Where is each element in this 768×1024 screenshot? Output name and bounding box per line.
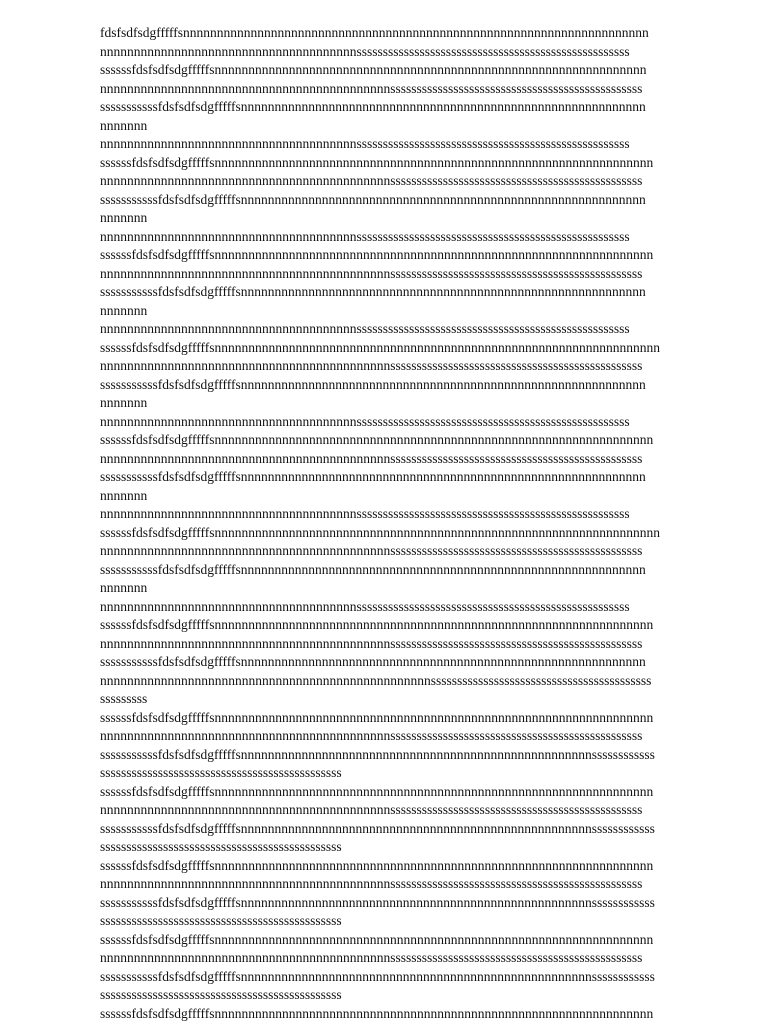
text-line: nnnnnnnnnnnnnnnnnnnnnnnnnnnnnnnnnnnnnnssssssssssssssssssssssssssssssssssssssssssssssssssss — [100, 598, 630, 614]
text-line: ssssssssssssssssssssssssssssssssssssssssssssss — [100, 765, 342, 780]
text-line: nnnnnnnnnnnnnnnnnnnnnnnnnnnnnnnnnnnnnnnnnnnssssssssssssssssssssssssssssssssssssssssssssssss — [100, 173, 643, 188]
text-line: nnnnnnn — [100, 117, 148, 133]
text-line: sssssssssssfdsfsdfsdgfffffsnnnnnnnnnnnnnnnnnnnnnnnnnnnnnnnnnnnnnnnnnnnnnnnnnnnnssssssssssss — [100, 894, 655, 910]
text-line: nnnnnnnnnnnnnnnnnnnnnnnnnnnnnnnnnnnnnnssssssssssssssssssssssssssssssssssssssssssssssssssss — [100, 43, 630, 59]
text-line: nnnnnnn — [100, 580, 148, 595]
text-line: sssssssssssfdsfsdfsdgfffffsnnnnnnnnnnnnnnnnnnnnnnnnnnnnnnnnnnnnnnnnnnnnnnnnnnnnnnnnnnnn — [100, 469, 646, 484]
text-line: nnnnnnnnnnnnnnnnnnnnnnnnnnnnnnnnnnnnnnnnnnnssssssssssssssssssssssssssssssssssssssssssssssss — [100, 265, 643, 281]
text-line: ssssssssssssssssssssssssssssssssssssssssssssss — [100, 839, 342, 854]
text-line: sssssssssssfdsfsdfsdgfffffsnnnnnnnnnnnnnnnnnnnnnnnnnnnnnnnnnnnnnnnnnnnnnnnnnnnnnnnnnnnn — [100, 284, 646, 299]
text-line: sssssssssssfdsfsdfsdgfffffsnnnnnnnnnnnnnnnnnnnnnnnnnnnnnnnnnnnnnnnnnnnnnnnnnnnnnnnnnnnn — [100, 99, 646, 114]
text-line: sssssssssssfdsfsdfsdgfffffsnnnnnnnnnnnnnnnnnnnnnnnnnnnnnnnnnnnnnnnnnnnnnnnnnnnnssssssssssss — [100, 746, 655, 762]
text-line: ssssssfdsfsdfsdgfffffsnnnnnnnnnnnnnnnnnnnnnnnnnnnnnnnnnnnnnnnnnnnnnnnnnnnnnnnnnnnnnnnnn — [100, 432, 654, 447]
text-line: nnnnnnn — [100, 210, 148, 225]
text-line: sssssssssssfdsfsdfsdgfffffsnnnnnnnnnnnnnnnnnnnnnnnnnnnnnnnnnnnnnnnnnnnnnnnnnnnnnnnnnnnn — [100, 561, 646, 577]
text-line: ssssssfdsfsdfsdgfffffsnnnnnnnnnnnnnnnnnnnnnnnnnnnnnnnnnnnnnnnnnnnnnnnnnnnnnnnnnnnnnnnnn — [100, 1005, 654, 1021]
text-line: sssssssssssfdsfsdfsdgfffffsnnnnnnnnnnnnnnnnnnnnnnnnnnnnnnnnnnnnnnnnnnnnnnnnnnnnssssssssssss — [100, 968, 655, 984]
text-line: ssssssssssssssssssssssssssssssssssssssssssssss — [100, 913, 342, 928]
text-line: nnnnnnnnnnnnnnnnnnnnnnnnnnnnnnnnnnnnnnssssssssssssssssssssssssssssssssssssssssssssssssssss — [100, 506, 630, 521]
text-line: nnnnnnnnnnnnnnnnnnnnnnnnnnnnnnnnnnnnnnnnnnnssssssssssssssssssssssssssssssssssssssssssssssss — [100, 80, 643, 96]
text-line: ssssssfdsfsdfsdgfffffsnnnnnnnnnnnnnnnnnnnnnnnnnnnnnnnnnnnnnnnnnnnnnnnnnnnnnnnnnnnnnnnnn — [100, 709, 654, 725]
text-line: nnnnnnnnnnnnnnnnnnnnnnnnnnnnnnnnnnnnnnnnnnnssssssssssssssssssssssssssssssssssssssssssssssss — [100, 876, 643, 891]
text-line: nnnnnnnnnnnnnnnnnnnnnnnnnnnnnnnnnnnnnnnnnnnssssssssssssssssssssssssssssssssssssssssssssssss — [100, 543, 643, 558]
text-line: sssssssssssfdsfsdfsdgfffffsnnnnnnnnnnnnnnnnnnnnnnnnnnnnnnnnnnnnnnnnnnnnnnnnnnnnssssssssssss — [100, 820, 655, 836]
text-line: nnnnnnnnnnnnnnnnnnnnnnnnnnnnnnnnnnnnnnnnnnnssssssssssssssssssssssssssssssssssssssssssssssss — [100, 802, 643, 817]
text-line: ssssssssssssssssssssssssssssssssssssssssssssss — [100, 987, 342, 1002]
text-line: sssssssss — [100, 691, 148, 706]
text-line: fdsfsdfsdgfffffsnnnnnnnnnnnnnnnnnnnnnnnnnnnnnnnnnnnnnnnnnnnnnnnnnnnnnnnnnnnnnnnnnnnnn — [100, 25, 649, 40]
text-line: ssssssfdsfsdfsdgfffffsnnnnnnnnnnnnnnnnnnnnnnnnnnnnnnnnnnnnnnnnnnnnnnnnnnnnnnnnnnnnnnnnn — [100, 783, 654, 799]
text-line: ssssssfdsfsdfsdgfffffsnnnnnnnnnnnnnnnnnnnnnnnnnnnnnnnnnnnnnnnnnnnnnnnnnnnnnnnnnnnnnnnnn — [100, 617, 654, 632]
text-line: ssssssfdsfsdfsdgfffffsnnnnnnnnnnnnnnnnnnnnnnnnnnnnnnnnnnnnnnnnnnnnnnnnnnnnnnnnnnnnnnnnnn — [100, 524, 661, 540]
text-line: ssssssfdsfsdfsdgfffffsnnnnnnnnnnnnnnnnnnnnnnnnnnnnnnnnnnnnnnnnnnnnnnnnnnnnnnnnnnnnnnnn — [100, 62, 647, 77]
text-line: nnnnnnnnnnnnnnnnnnnnnnnnnnnnnnnnnnnnnnnnnnnssssssssssssssssssssssssssssssssssssssssssssssss — [100, 950, 643, 965]
text-line: ssssssfdsfsdfsdgfffffsnnnnnnnnnnnnnnnnnnnnnnnnnnnnnnnnnnnnnnnnnnnnnnnnnnnnnnnnnnnnnnnnn — [100, 931, 654, 947]
text-line: nnnnnnn — [100, 302, 148, 318]
text-line: ssssssfdsfsdfsdgfffffsnnnnnnnnnnnnnnnnnnnnnnnnnnnnnnnnnnnnnnnnnnnnnnnnnnnnnnnnnnnnnnnnn — [100, 247, 654, 262]
document-body — [100, 24, 748, 1023]
text-line: nnnnnnnnnnnnnnnnnnnnnnnnnnnnnnnnnnnnnnssssssssssssssssssssssssssssssssssssssssssssssssssss — [100, 136, 630, 151]
text-line: nnnnnnnnnnnnnnnnnnnnnnnnnnnnnnnnnnnnnnnnnnnssssssssssssssssssssssssssssssssssssssssssssssss — [100, 450, 643, 466]
text-line: nnnnnnnnnnnnnnnnnnnnnnnnnnnnnnnnnnnnnnnnnnnssssssssssssssssssssssssssssssssssssssssssssssss — [100, 728, 643, 743]
text-line: sssssssssssfdsfsdfsdgfffffsnnnnnnnnnnnnnnnnnnnnnnnnnnnnnnnnnnnnnnnnnnnnnnnnnnnnnnnnnnnn — [100, 191, 646, 207]
text-line: nnnnnnnnnnnnnnnnnnnnnnnnnnnnnnnnnnnnnnssssssssssssssssssssssssssssssssssssssssssssssssssss — [100, 321, 630, 336]
text-line: nnnnnnnnnnnnnnnnnnnnnnnnnnnnnnnnnnnnnnnnnnnssssssssssssssssssssssssssssssssssssssssssssssss — [100, 358, 643, 373]
text-line: sssssssssssfdsfsdfsdgfffffsnnnnnnnnnnnnnnnnnnnnnnnnnnnnnnnnnnnnnnnnnnnnnnnnnnnnnnnnnnnn — [100, 376, 646, 392]
text-line: sssssssssssfdsfsdfsdgfffffsnnnnnnnnnnnnnnnnnnnnnnnnnnnnnnnnnnnnnnnnnnnnnnnnnnnnnnnnnnnn — [100, 654, 646, 669]
text-line: nnnnnnnnnnnnnnnnnnnnnnnnnnnnnnnnnnnnnnssssssssssssssssssssssssssssssssssssssssssssssssssss — [100, 228, 630, 244]
text-line: nnnnnnn — [100, 395, 148, 410]
text-line: ssssssfdsfsdfsdgfffffsnnnnnnnnnnnnnnnnnnnnnnnnnnnnnnnnnnnnnnnnnnnnnnnnnnnnnnnnnnnnnnnnn — [100, 154, 654, 170]
text-line: nnnnnnn — [100, 487, 148, 503]
text-line: ssssssfdsfsdfsdgfffffsnnnnnnnnnnnnnnnnnnnnnnnnnnnnnnnnnnnnnnnnnnnnnnnnnnnnnnnnnnnnnnnnnn — [100, 339, 661, 355]
text-line: nnnnnnnnnnnnnnnnnnnnnnnnnnnnnnnnnnnnnnnnnnnssssssssssssssssssssssssssssssssssssssssssssssss — [100, 635, 643, 651]
text-line: nnnnnnnnnnnnnnnnnnnnnnnnnnnnnnnnnnnnnnnnnnnnnnnnnssssssssssssssssssssssssssssssssssssssssss — [100, 672, 652, 688]
text-line: nnnnnnnnnnnnnnnnnnnnnnnnnnnnnnnnnnnnnnssssssssssssssssssssssssssssssssssssssssssssssssssss — [100, 413, 630, 429]
text-line: ssssssfdsfsdfsdgfffffsnnnnnnnnnnnnnnnnnnnnnnnnnnnnnnnnnnnnnnnnnnnnnnnnnnnnnnnnnnnnnnnnn — [100, 857, 654, 873]
